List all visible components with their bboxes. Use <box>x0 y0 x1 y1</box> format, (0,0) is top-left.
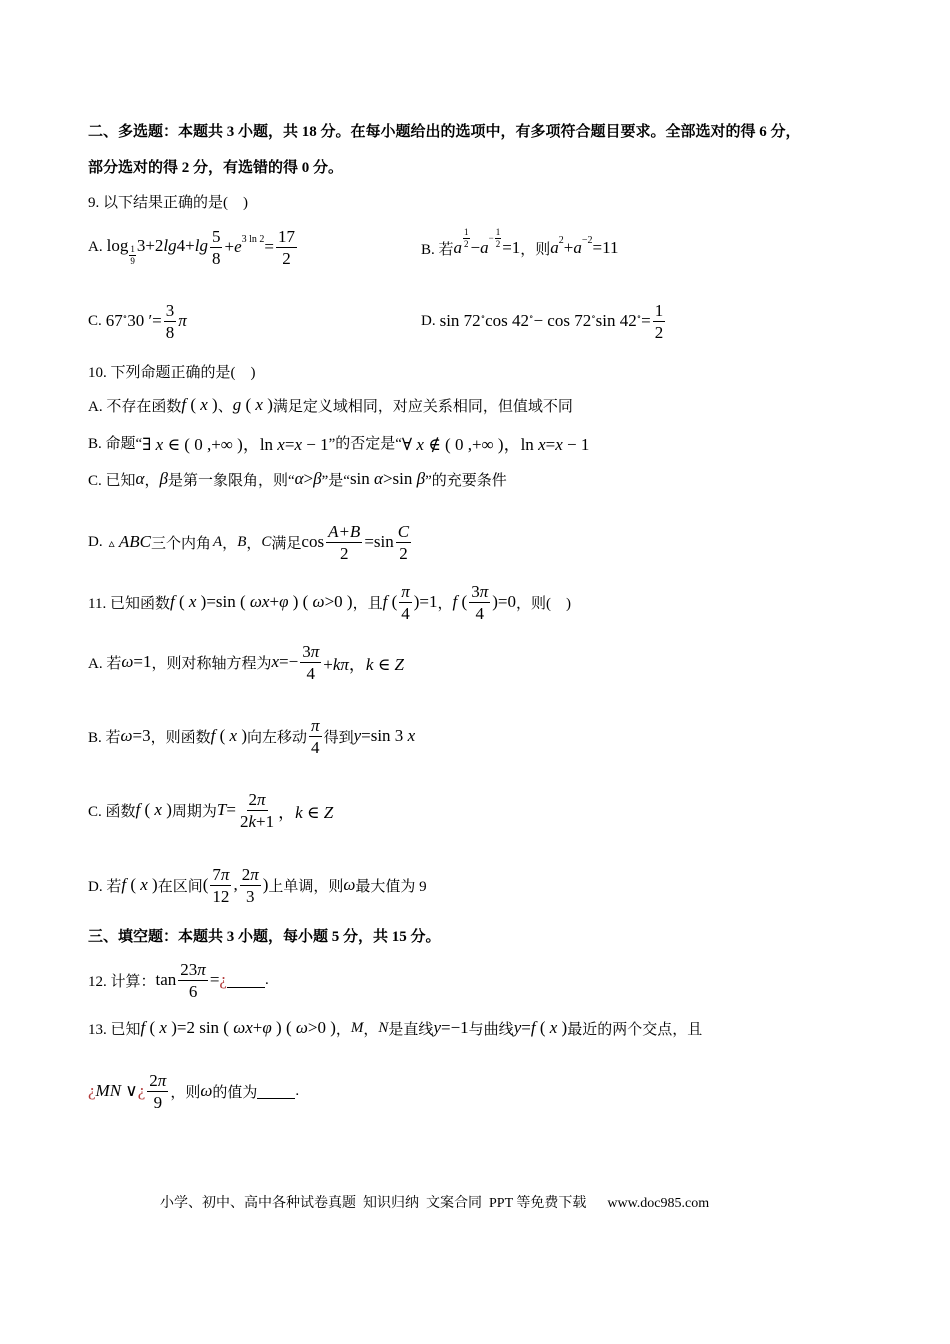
option-label: B. 若 <box>421 241 454 258</box>
q11-stem: 11. 已知函数 f ( x )=sin ( ωx+φ ) ( ω>0 ) ，且 f ( $\frac{\pi}{4}$ )=1 ， f ( $\frac{3\pi}{4}$ )=0 ，则( ) <box>88 581 571 623</box>
q11-option-a: A. 若 ω=1 ，则对称轴方程为 x=− $\frac{3\pi}{4}$ +kπ，k ∈ Z <box>88 641 404 683</box>
q10-option-c: C. 已知 α ， β 是第一象限角，则“ α>β ”是“ sin α>sin β ”的充要条件 <box>88 469 507 489</box>
q12: 12. 计算： tan $\frac{23\pi}{6}$ =¿ . <box>88 959 269 1001</box>
q9-option-d: D. sin 72∘cos 42∘− cos 72∘sin 42∘= $\frac{1}{2}$ <box>421 300 664 342</box>
section2-header-line1: 二、多选题：本题共 3 小题，共 18 分。在每小题给出的选项中，有多项符合题目要求。全部选对的得 6 分， <box>88 124 801 140</box>
option-label: A. <box>88 238 103 255</box>
q13-line1: 13. 已知 f ( x )=2 sin ( ωx+φ ) ( ω>0 ) ， M ， N 是直线 y=−1 与曲线 y=f ( x ) 最近的两个交点，且 <box>88 1018 703 1038</box>
q10-option-a: A. 不存在函数 f ( x ) 、 g ( x ) 满足定义域相同，对应关系相同，但值域不同 <box>88 395 573 415</box>
q9-option-c: C. 67∘30 ′= $\frac{3}{8}$ π <box>88 300 187 342</box>
q9-option-a: A. log $\frac{1}{9}$ 3+2lg4+lg $\frac{5}{8}$ $+e^{3 ln 2}=$ $\frac{17}{2}$ <box>88 226 295 268</box>
q10-option-b: B. 命题“ ∃ x ∈ ( 0 ,+∞ )，ln x=x − 1 ”的否定是“ ∀ x ∉ ( 0 ,+∞ )，ln x=x − 1 <box>88 434 590 454</box>
q11-option-c: C. 函数 f ( x ) 周期为 T = $\frac{2\pi}{2k+1}$ ，k ∈ Z <box>88 789 334 831</box>
page-footer: 小学、初中、高中各种试卷真题 知识归纳 文案合同 PPT 等免费下载 www.doc985.com <box>160 1196 710 1211</box>
q13-line2: ¿MN ∨¿ $\frac{2\pi}{9}$ ，则 ω 的值为 . <box>88 1070 300 1112</box>
option-label: C. <box>88 312 102 329</box>
q11-option-d: D. 若 f ( x ) 在区间 ( $\frac{7\pi}{12}$ , $\frac{2\pi}{3}$ ) 上单调，则 ω 最大值为 9 <box>88 864 427 906</box>
q10-option-d: D. ▵ ABC 三个内角 A ， B ， C 满足 cos $\frac{A+B}{2}$ =sin $\frac{C}{2}$ <box>88 521 410 563</box>
section2-header-line2: 部分选对的得 2 分，有选错的得 0 分。 <box>88 160 344 176</box>
q9-option-b: B. 若 a 1 2 −a − $\frac{1}{2}$ =1 ，则 $a^2+a^{-2}=11$ <box>421 226 619 258</box>
answer-blank[interactable] <box>227 973 265 988</box>
answer-blank[interactable] <box>257 1084 295 1099</box>
option-label: D. <box>421 312 436 329</box>
q9-stem: 9. 以下结果正确的是( ) <box>88 195 248 211</box>
q10-stem: 10. 下列命题正确的是( ) <box>88 365 256 381</box>
q11-option-b: B. 若 ω=3 ，则函数 f ( x ) 向左移动 $\frac{\pi}{4}$ 得到 y=sin 3 x <box>88 715 416 757</box>
section3-header: 三、填空题：本题共 3 小题，每小题 5 分，共 15 分。 <box>88 929 441 945</box>
